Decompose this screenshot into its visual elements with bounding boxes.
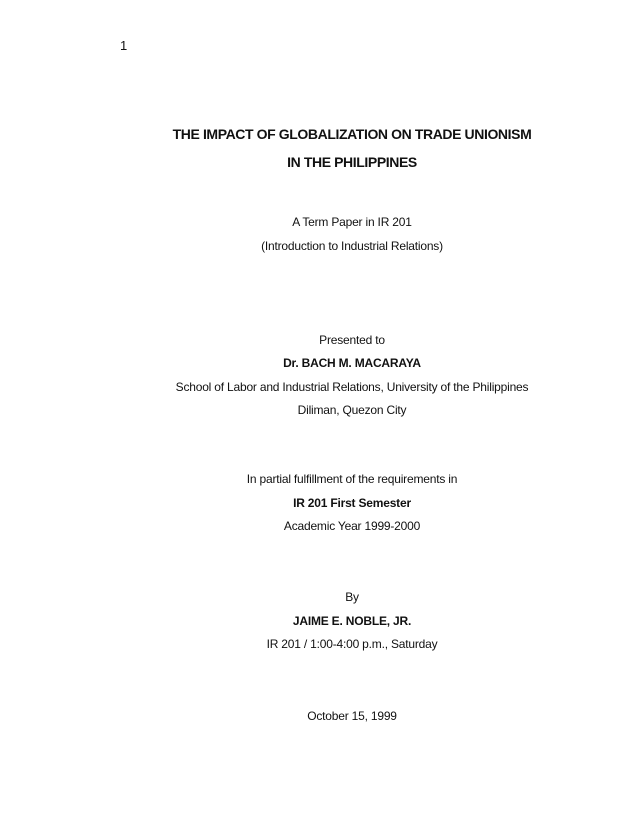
fulfillment-year: Academic Year 1999-2000 <box>283 519 421 533</box>
page-number: 1 <box>120 38 128 53</box>
title-line-1: THE IMPACT OF GLOBALIZATION ON TRADE UNIONISM <box>172 126 532 142</box>
author-schedule: IR 201 / 1:00-4:00 p.m., Saturday <box>266 637 438 651</box>
paper-course: (Introduction to Industrial Relations) <box>261 239 443 253</box>
author-label: By <box>345 590 359 604</box>
fulfillment-course: IR 201 First Semester <box>293 496 411 510</box>
document-date: October 15, 1999 <box>307 709 397 723</box>
author-name: JAIME E. NOBLE, JR. <box>292 614 412 628</box>
presented-location: Diliman, Quezon City <box>297 403 407 417</box>
presented-to-name: Dr. BACH M. MACARAYA <box>283 356 421 370</box>
fulfillment-label: In partial fulfillment of the requirements in <box>246 472 458 486</box>
paper-type: A Term Paper in IR 201 <box>292 215 412 229</box>
presented-to-label: Presented to <box>319 333 385 347</box>
title-line-2: IN THE PHILIPPINES <box>287 154 417 170</box>
presented-school: School of Labor and Industrial Relations, University of the Philippines <box>175 380 529 394</box>
